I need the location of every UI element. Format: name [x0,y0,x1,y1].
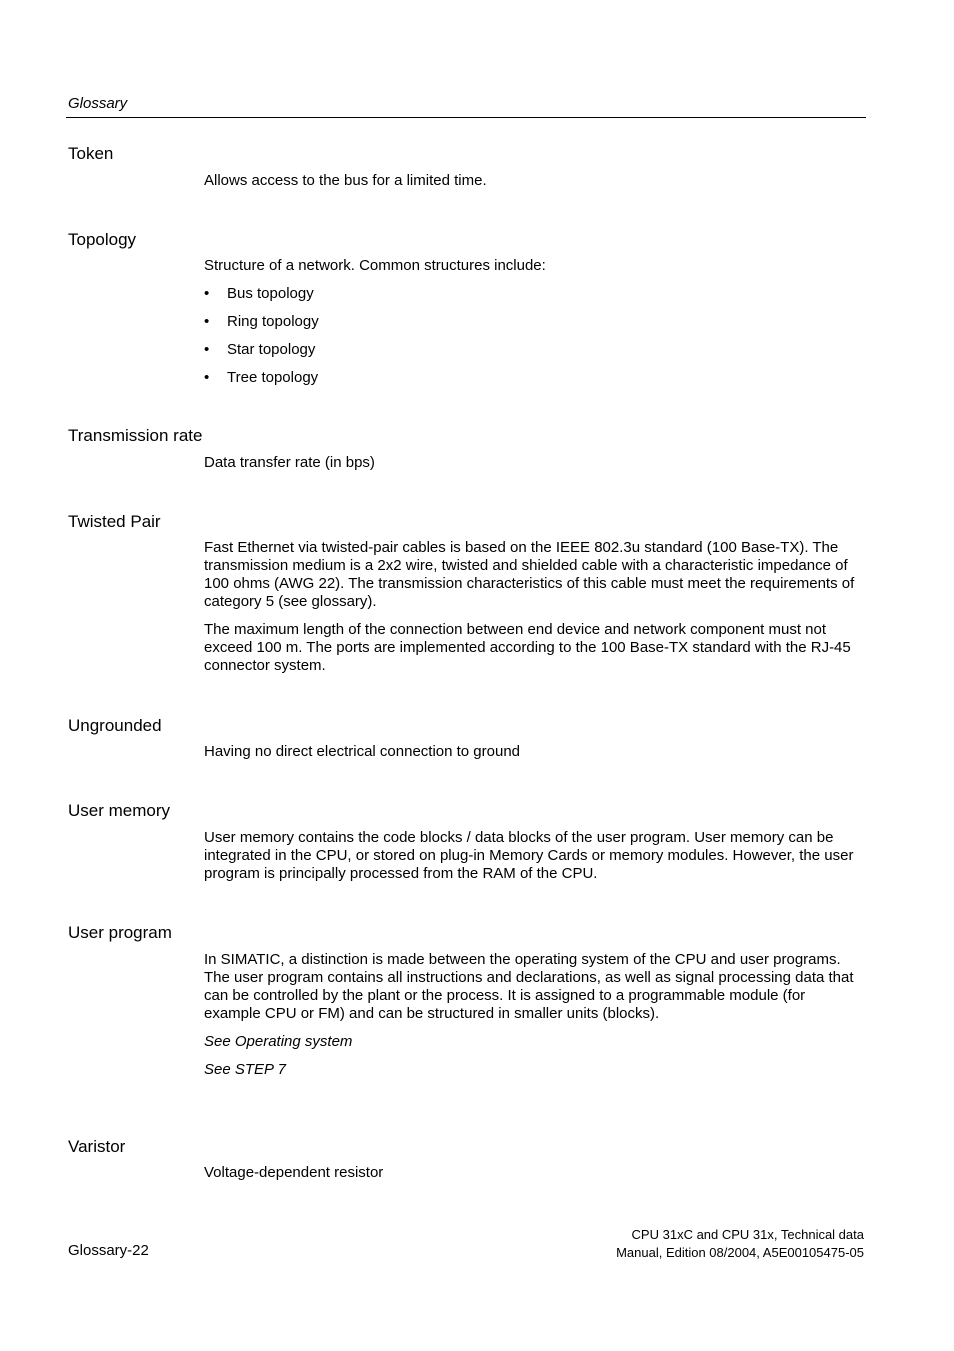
document-title: CPU 31xC and CPU 31x, Technical data [631,1227,864,1242]
term-user-program: User program [68,923,172,942]
document-edition: Manual, Edition 08/2004, A5E00105475-05 [616,1245,864,1260]
definition-user-program [204,951,864,1079]
definition-transmission-rate: Data transfer rate (in bps) [204,454,375,471]
definition-topology [204,257,864,397]
topology-list [204,285,864,397]
list-item: • Ring topology [204,313,864,341]
term-twisted-pair: Twisted Pair [68,512,161,531]
term-varistor: Varistor [68,1137,126,1156]
running-header: Glossary [68,95,128,112]
definition-varistor: Voltage-dependent resistor [204,1164,384,1181]
definition-token: Allows access to the bus for a limited time. [204,172,487,189]
list-item: • Bus topology [204,285,864,313]
definition-ungrounded: Having no direct electrical connection to ground [204,743,521,760]
definition-twisted-pair [204,539,864,675]
term-transmission-rate: Transmission rate [68,426,203,445]
paragraph: In SIMATIC, a distinction is made between the operating system of the CPU and user programs. The user program contains all instructions and declarations, as well as signal processing data that can be controlled by the plant or the process. It is assigned to a programmable module (for example CPU or FM) and can be structured in smaller units (blocks). [204,951,854,1022]
see-reference: See STEP 7 [204,1061,286,1078]
term-user-memory: User memory [68,801,171,820]
term-ungrounded: Ungrounded [68,716,162,735]
term-token: Token [68,144,114,163]
list-item: • Star topology [204,341,864,369]
definition-user-memory: User memory contains the code blocks / data blocks of the user program. User memory can be integrated in the CPU, or stored on plug-in Memory Cards or memory modules. However, the user program is principally processed from the RAM of the CPU. [204,829,854,882]
paragraph: Fast Ethernet via twisted-pair cables is based on the IEEE 802.3u standard (100 Base-TX). The transmission medium is a 2x2 wire, twisted and shielded cable with a characteristic impedance of 100 ohms (AWG 22). The transmission characteristics of this cable must meet the requirements of category 5 (see glossary). [204,539,855,610]
see-reference: See Operating system [204,1033,353,1050]
page-number: Glossary-22 [68,1242,149,1259]
definition-text: Structure of a network. Common structures include: [204,257,546,274]
term-topology: Topology [68,230,137,249]
document-info [616,1226,864,1262]
header-rule [66,117,866,118]
list-item: • Tree topology [204,369,864,397]
paragraph: The maximum length of the connection between end device and network component must not exceed 100 m. The ports are implemented according to the 100 Base-TX standard with the RJ-45 connector system. [204,621,851,674]
